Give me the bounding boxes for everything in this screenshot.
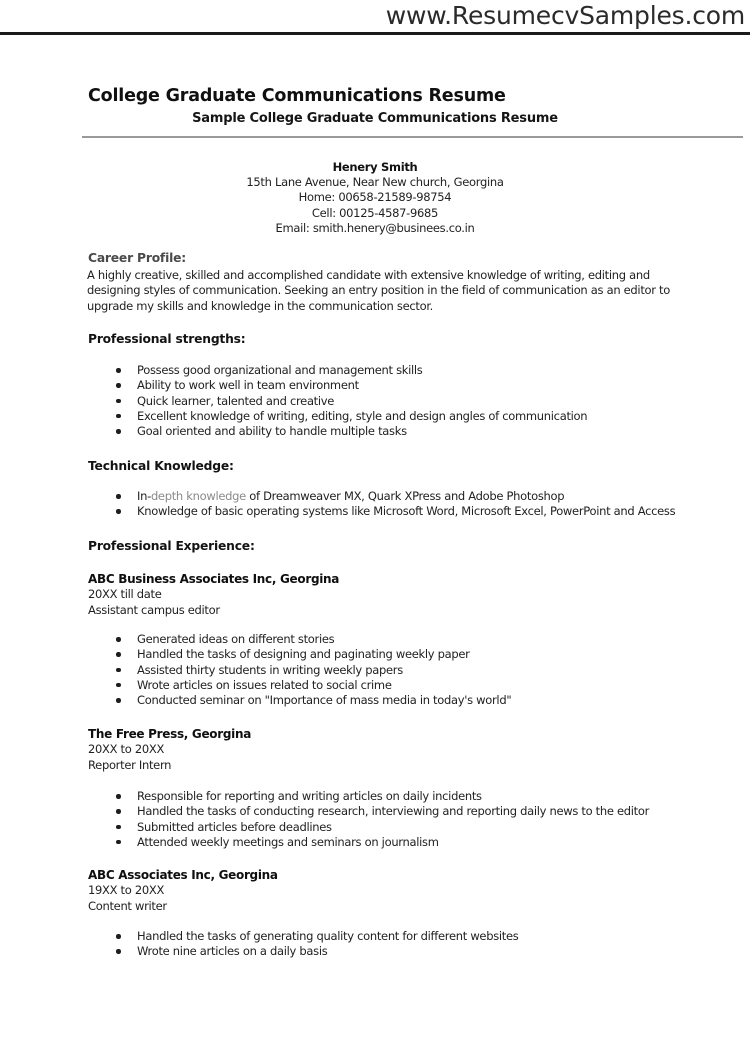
job-role: Reporter Intern <box>88 757 172 772</box>
job-role: Content writer <box>88 898 167 913</box>
bullet-icon <box>116 509 121 514</box>
list-item: Goal oriented and ability to handle multiple tasks <box>88 424 587 439</box>
career-profile-paragraph <box>87 268 670 314</box>
list-item: Generated ideas on different stories <box>88 632 511 647</box>
bullet-icon <box>116 934 121 939</box>
career-profile-heading: Career Profile: <box>88 251 186 265</box>
candidate-home-phone: Home: 00658-21589-98754 <box>298 190 452 205</box>
list-item: Knowledge of basic operating systems like Microsoft Word, Microsoft Excel, PowerPoint and Access <box>88 504 675 519</box>
list-item: Wrote nine articles on a daily basis <box>88 944 518 959</box>
list-item: Wrote articles on issues related to social crime <box>88 678 511 693</box>
bullet-icon <box>116 794 121 799</box>
career-profile-line: A highly creative, skilled and accomplished candidate with extensive knowledge of writing, editing and <box>87 268 650 282</box>
job-period: 20XX till date <box>88 587 162 602</box>
list-item: Excellent knowledge of writing, editing, style and design angles of communication <box>88 409 587 424</box>
bullet-icon <box>116 368 121 373</box>
job-company: ABC Associates Inc, Georgina <box>88 868 278 882</box>
site-url-watermark: www.ResumecvSamples.com <box>385 1 745 30</box>
contact-block <box>0 160 750 236</box>
list-item: Quick learner, talented and creative <box>88 394 587 409</box>
list-item: Assisted thirty students in writing weekly papers <box>88 663 511 678</box>
bullet-icon <box>116 637 121 642</box>
top-divider-line <box>0 32 750 35</box>
strengths-list <box>88 363 587 439</box>
bullet-icon <box>116 399 121 404</box>
job-company: The Free Press, Georgina <box>88 727 252 741</box>
bullet-icon <box>116 429 121 434</box>
job-period: 20XX to 20XX <box>88 742 165 757</box>
title-underline-rule <box>82 136 743 138</box>
bullet-icon <box>116 652 121 657</box>
list-item: Handled the tasks of conducting research, interviewing and reporting daily news to the editor <box>88 804 649 819</box>
list-item: Responsible for reporting and writing articles on daily incidents <box>88 789 649 804</box>
bullet-icon <box>116 668 121 673</box>
career-profile-line: designing styles of communication. Seeking an entry position in the field of communication as an editor to <box>87 283 671 298</box>
job-header <box>88 572 339 618</box>
bullet-icon <box>116 383 121 388</box>
job-role: Assistant campus editor <box>88 602 220 617</box>
bullet-icon <box>116 698 121 703</box>
job-bullets <box>88 789 649 850</box>
list-item: In-depth knowledge of Dreamweaver MX, Quark XPress and Adobe Photoshop <box>88 489 675 504</box>
list-item: Ability to work well in team environment <box>88 378 587 393</box>
career-profile-line: upgrade my skills and knowledge in the communication sector. <box>87 298 434 313</box>
candidate-name: Henery Smith <box>332 160 418 174</box>
job-company: ABC Business Associates Inc, Georgina <box>88 572 340 586</box>
candidate-address: 15th Lane Avenue, Near New church, Georgina <box>246 175 504 190</box>
bullet-icon <box>116 414 121 419</box>
job-header <box>88 868 278 914</box>
bullet-icon <box>116 840 121 845</box>
bullet-icon <box>116 825 121 830</box>
bullet-icon <box>116 949 121 954</box>
strengths-heading: Professional strengths: <box>88 332 246 346</box>
muted-text: depth knowledge <box>150 489 246 503</box>
list-item: Possess good organizational and management skills <box>88 363 587 378</box>
bullet-icon <box>116 809 121 814</box>
candidate-cell-phone: Cell: 00125-4587-9685 <box>311 205 439 220</box>
document-subtitle: Sample College Graduate Communications Resume <box>192 111 558 126</box>
technical-list <box>88 489 675 520</box>
document-title: College Graduate Communications Resume <box>88 86 506 106</box>
list-item: Conducted seminar on "Importance of mass media in today's world" <box>88 693 511 708</box>
list-item: Handled the tasks of generating quality content for different websites <box>88 929 518 944</box>
list-item: Handled the tasks of designing and paginating weekly paper <box>88 647 511 662</box>
experience-heading: Professional Experience: <box>88 539 255 553</box>
job-bullets <box>88 929 518 960</box>
bullet-icon <box>116 494 121 499</box>
list-item: Attended weekly meetings and seminars on journalism <box>88 835 649 850</box>
candidate-email: Email: smith.henery@businees.co.in <box>275 220 475 235</box>
bullet-icon <box>116 683 121 688</box>
technical-heading: Technical Knowledge: <box>88 459 234 473</box>
list-item: Submitted articles before deadlines <box>88 820 649 835</box>
job-period: 19XX to 20XX <box>88 883 165 898</box>
job-bullets <box>88 632 511 708</box>
job-header <box>88 727 251 773</box>
